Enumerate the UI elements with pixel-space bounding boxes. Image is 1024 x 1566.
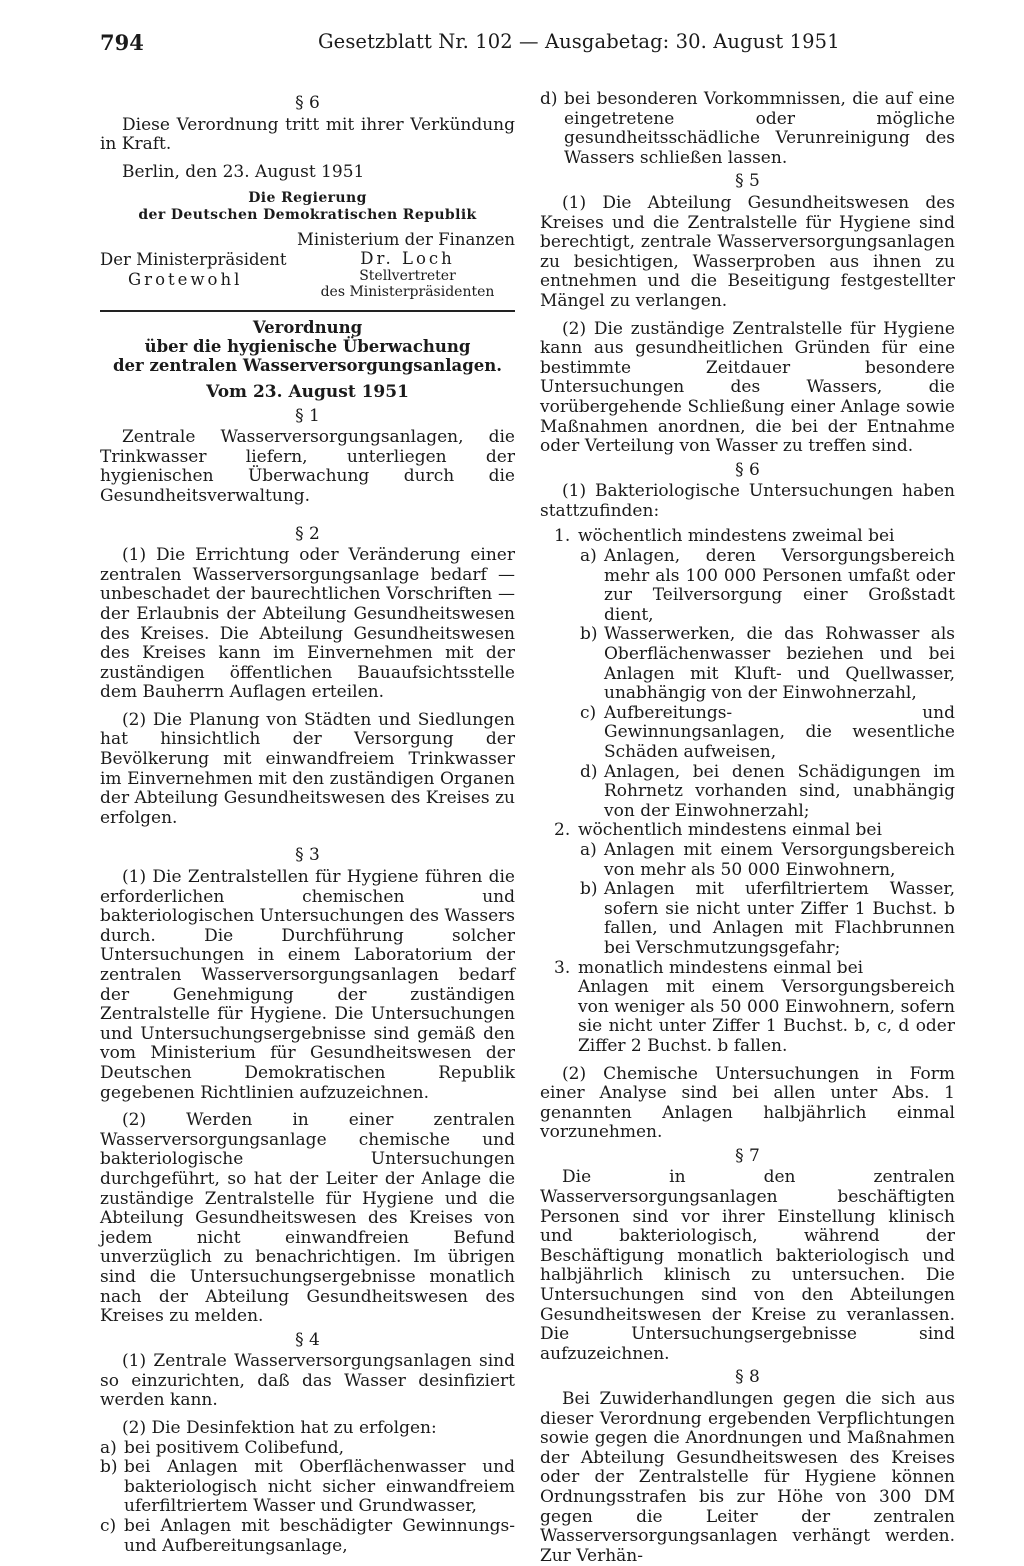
ministry-finance: Ministerium der Finanzen: [297, 230, 515, 250]
paragraph: (2) Werden in einer zentralen Wasserversorgungsanlage chemische und bakteriologische Untersuchungen durchgeführt, so hat der Leiter der Anlage die zuständige Zentralstelle für Hygiene und die Abteilung Gesundheitswesen des Kreises von jedem nicht einwandfreien Befund unverzüglich zu benachrichtigen. Im übrigen sind die Untersuchungsergebnisse monatlich nach der Abteilung Gesundheitswesen des Kreises zu melden.: [100, 1110, 515, 1327]
signature-right: [300, 250, 515, 300]
section-heading: § 2: [295, 523, 320, 544]
list-item: a) Anlagen mit einem Versorgungsbereich von mehr als 50 000 Einwohnern,: [580, 839, 955, 880]
government-line-1: Die Regierung: [248, 190, 367, 207]
paragraph: (2) Chemische Untersuchungen in Form einer Analyse sind bei allen unter Abs. 1 genannten Anlagen halbjährlich einmal vorzunehmen.: [540, 1063, 955, 1143]
paragraph: (1) Bakteriologische Untersuchungen haben stattzufinden:: [540, 481, 955, 521]
list-item: a) bei positivem Colibefund,: [100, 1437, 345, 1458]
paragraph: (1) Zentrale Wasserversorgungsanlagen sind so einzurichten, daß das Wasser desinfiziert werden kann.: [100, 1351, 515, 1411]
page-header: [0, 30, 1024, 64]
numbered-item: 2. wöchentlich mindestens einmal bei: [554, 820, 882, 841]
pm-title: Der Ministerpräsident: [100, 249, 287, 269]
list-item: b) bei Anlagen mit Oberflächenwasser und bakteriologisch nicht sicher einwandfreiem uferfiltriertem Wasser und Grundwasser,: [100, 1457, 515, 1517]
paragraph: (1) Die Zentralstellen für Hygiene führen die erforderlichen chemischen und bakteriologischen Untersuchungen des Wassers durch. Die Durchführung solcher Untersuchungen in einem Laboratorium der zentralen Wasserversorgungsanlagen bedarf der Genehmigung der zuständigen Zentralstelle für Hygiene. Die Untersuchungen und Untersuchungsergebnisse sind gemäß den vom Ministerium für Gesundheitswesen der Deutschen Demokratischen Republik gegebenen Richtlinien aufzuzeichnen.: [100, 867, 515, 1103]
list-item: b) Wasserwerken, die das Rohwasser als Oberflächenwasser beziehen und bei Anlagen mit Kluft- und Quellwasser, unabhängig von der Einwohnerzahl,: [580, 624, 955, 704]
paragraph: (2) Die Planung von Städten und Siedlungen hat hinsichtlich der Versorgung der Bevölkerung mit einwandfreiem Trinkwasser im Einvernehmen mit den zuständigen Organen der Abteilung Gesundheitswesen des Kreises zu erfolgen.: [100, 709, 515, 828]
pm-name: Grotewohl: [128, 269, 243, 289]
list-item: Anlagen mit einem Versorgungsbereich von weniger als 50 000 Einwohnern, sofern sie nicht unter Ziffer 1 Buchst. b, c, d oder Ziffer 2 Buchst. b fallen.: [578, 977, 955, 1056]
divider: [100, 310, 515, 312]
list-item: a) Anlagen, deren Versorgungsbereich mehr als 100 000 Personen umfaßt oder zur Teilversorgung einer Großstadt dient,: [580, 546, 955, 625]
right-column: [540, 90, 955, 1566]
numbered-item: 1. wöchentlich mindestens zweimal bei: [554, 526, 895, 547]
numbered-item: 3. monatlich mindestens einmal bei: [554, 957, 864, 978]
decree-date: Vom 23. August 1951: [206, 381, 409, 402]
decree-title-2: über die hygienische Überwachung: [144, 336, 471, 356]
gazette-title: Gesetzblatt Nr. 102 — Ausgabetag: 30. August 1951: [318, 30, 840, 53]
section-heading: § 1: [295, 405, 320, 426]
paragraph: Zentrale Wasserversorgungsanlagen, die Trinkwasser liefern, unterliegen der hygienischen Überwachung durch die Gesundheitsverwaltung.: [100, 427, 515, 506]
list-item: d) Anlagen, bei denen Schädigungen im Rohrnetz vorhanden sind, unabhängig von der Einwohnerzahl;: [580, 761, 955, 821]
list-item: c) bei Anlagen mit beschädigter Gewinnungs- und Aufbereitungsanlage,: [100, 1516, 515, 1556]
paragraph: Bei Zuwiderhandlungen gegen die sich aus dieser Verordnung ergebenden Verpflichtungen sowie gegen die Anordnungen und Maßnahmen der Abteilung Gesundheitswesen des Kreises oder der Zentralstelle für Hygiene können Ordnungsstrafen bis zur Höhe von 300 DM gegen die Leiter der zentralen Wasserversorgungsanlagen verhängt werden. Zur Verhän-: [540, 1389, 955, 1566]
decree-title-1: Verordnung: [252, 317, 363, 337]
list-item: c) Aufbereitungs- und Gewinnungsanlagen, die wesentliche Schäden aufweisen,: [580, 702, 955, 762]
paragraph: (1) Die Abteilung Gesundheitswesen des Kreises und die Zentralstelle für Hygiene sind berechtigt, zentrale Wasserversorgungsanlagen zu besichtigen, Wasserproben aus ihnen zu entnehmen und die Beseitigung festgestellter Mängel zu verlangen.: [540, 192, 955, 311]
place-date: Berlin, den 23. August 1951: [122, 161, 365, 182]
section-heading: § 6: [735, 459, 760, 480]
section-heading: § 3: [295, 845, 320, 866]
finance-role-1: Stellvertreter: [359, 267, 456, 284]
page-number: 794: [100, 30, 144, 55]
paragraph: (1) Die Errichtung oder Veränderung einer zentralen Wasserversorgungsanlage bedarf — unbeschadet der baurechtlichen Vorschriften — der Erlaubnis der Abteilung Gesundheitswesen des Kreises. Die Abteilung Gesundheitswesen des Kreises kann im Einvernehmen mit der zuständigen öffentlichen Bauaufsichtsstelle dem Bauherrn Auflagen erteilen.: [100, 545, 515, 703]
list-item: b) Anlagen mit uferfiltriertem Wasser, sofern sie nicht unter Ziffer 1 Buchst. b fallen, und Anlagen mit Flachbrunnen bei Verschmutzungsgefahr;: [580, 879, 955, 958]
paragraph: Die in den zentralen Wasserversorgungsanlagen beschäftigten Personen sind vor ihrer Einstellung klinisch und bakteriologisch, während der Beschäftigung monatlich bakteriologisch und halbjährlich klinisch zu untersuchen. Die Untersuchungen sind von den Abteilungen Gesundheitswesen der Kreise zu veranlassen. Die Untersuchungsergebnisse sind aufzuzeichnen.: [540, 1167, 955, 1364]
finance-name: Dr. Loch: [360, 248, 455, 268]
section-heading: § 5: [735, 171, 760, 192]
finance-role-2: des Ministerpräsidenten: [320, 283, 495, 300]
section-heading: § 6: [295, 93, 320, 113]
left-column: [100, 90, 515, 1556]
decree-title-3: der zentralen Wasserversorgungsanlagen.: [113, 355, 502, 375]
signature-left: [100, 250, 300, 300]
paragraph: (2) Die Desinfektion hat zu erfolgen:: [122, 1418, 437, 1439]
list-item: d) bei besonderen Vorkommnissen, die auf eine eingetretene oder mögliche gesundheitsschädliche Verunreinigung des Wassers schließen lassen.: [540, 89, 955, 168]
signature-block: [100, 250, 515, 300]
section-heading: § 4: [295, 1329, 320, 1350]
government-line-2: der Deutschen Demokratischen Republik: [138, 207, 477, 224]
paragraph: Diese Verordnung tritt mit ihrer Verkündung in Kraft.: [100, 114, 515, 155]
section-heading: § 7: [735, 1145, 760, 1166]
section-heading: § 8: [735, 1367, 760, 1388]
paragraph: (2) Die zuständige Zentralstelle für Hygiene kann aus gesundheitlichen Gründen für eine bestimmte Zeitdauer besondere Untersuchungen des Wassers, die vorübergehende Schließung einer Anlage sowie Maßnahmen anordnen, die bei der Entnahme oder Verteilung von Wasser zu treffen sind.: [540, 318, 955, 457]
